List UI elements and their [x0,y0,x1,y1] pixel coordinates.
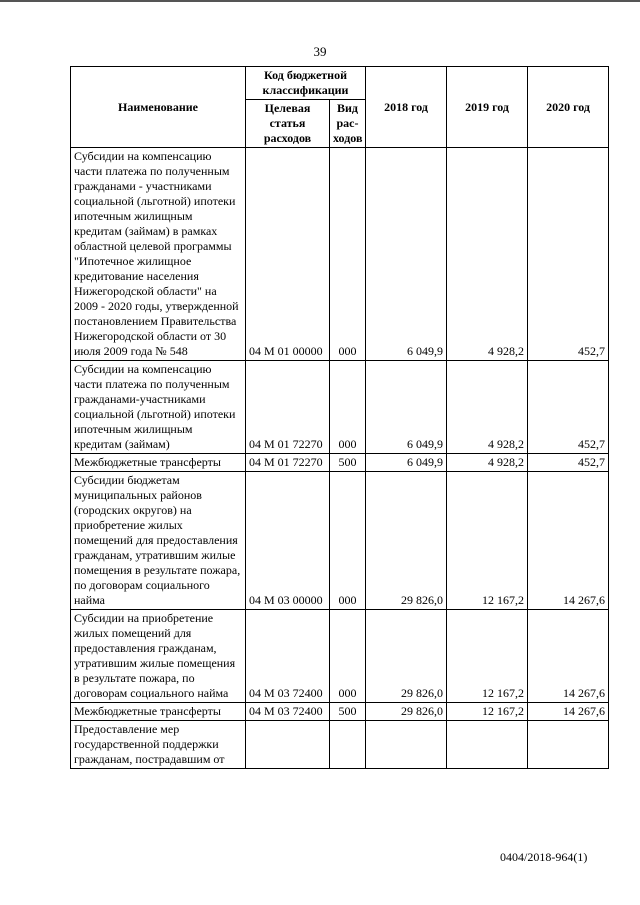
header-target-article: Целевая статья расходов [246,100,330,148]
table-row [71,148,609,361]
row-target-code: 04 М 03 00000 [246,472,330,610]
table-row [71,610,609,703]
header-expense-type: Вид рас-ходов [330,100,366,148]
row-2020: 14 267,6 [528,703,609,721]
row-expense-type: 000 [330,472,366,610]
row-name: Межбюджетные трансферты [71,454,246,472]
row-2018: 29 826,0 [366,472,447,610]
row-2018 [366,721,447,769]
row-expense-type: 000 [330,610,366,703]
header-2019: 2019 год [447,67,528,148]
row-target-code: 04 М 03 72400 [246,610,330,703]
page-number: 39 [313,44,327,59]
row-2018: 6 049,9 [366,361,447,454]
row-expense-type [330,721,366,769]
header-2018: 2018 год [366,67,447,148]
table-row [71,454,609,472]
header-2020: 2020 год [528,67,609,148]
document-code: 0404/2018-964(1) [500,850,588,864]
row-target-code: 04 М 03 72400 [246,703,330,721]
row-name: Предоставление мер государственной поддержки гражданам, пострадавшим от [71,721,246,769]
row-2020: 14 267,6 [528,610,609,703]
row-name: Межбюджетные трансферты [71,703,246,721]
row-2019: 12 167,2 [447,610,528,703]
header-code-group: Код бюджетной классификации [246,67,366,100]
row-name: Субсидии на компенсацию части платежа по полученным гражданами-участниками социальной (льготной) ипотеки ипотечным жилищным кредитам (займам) [71,361,246,454]
row-expense-type: 500 [330,454,366,472]
top-border-line [0,0,640,2]
row-2018: 6 049,9 [366,148,447,361]
row-2019: 4 928,2 [447,454,528,472]
row-2018: 6 049,9 [366,454,447,472]
row-2020: 14 267,6 [528,472,609,610]
row-2020 [528,721,609,769]
row-expense-type: 000 [330,361,366,454]
row-2018: 29 826,0 [366,703,447,721]
row-2020: 452,7 [528,148,609,361]
row-expense-type: 000 [330,148,366,361]
row-name: Субсидии на компенсацию части платежа по полученным гражданами - участниками социальной (льготной) ипотеки ипотечным жилищным кредитам (займам) в рамках областной целевой программы "Ипотечное жилищное кредитование населения Нижегородской области" на 2009 - 2020 годы, утвержденной постановлением Правительства Нижегородской области от 30 июля 2009 года № 548 [71,148,246,361]
table-row [71,721,609,769]
row-name: Субсидии бюджетам муниципальных районов (городских округов) на приобретение жилых помещений для предоставления гражданам, утратившим жилые помещения в результате пожара, по договорам социального найма [71,472,246,610]
row-target-code: 04 М 01 00000 [246,148,330,361]
header-name: Наименование [71,67,246,148]
row-2019: 12 167,2 [447,703,528,721]
table-row [71,361,609,454]
row-2020: 452,7 [528,454,609,472]
row-expense-type: 500 [330,703,366,721]
row-2020: 452,7 [528,361,609,454]
table-row [71,472,609,610]
row-2019: 12 167,2 [447,472,528,610]
row-2018: 29 826,0 [366,610,447,703]
row-target-code [246,721,330,769]
row-2019: 4 928,2 [447,361,528,454]
table-row [71,703,609,721]
row-target-code: 04 М 01 72270 [246,361,330,454]
row-2019: 4 928,2 [447,148,528,361]
row-name: Субсидии на приобретение жилых помещений для предоставления гражданам, утратившим жилые помещения в результате пожара, по договорам социального найма [71,610,246,703]
row-target-code: 04 М 01 72270 [246,454,330,472]
budget-table [70,66,609,769]
row-2019 [447,721,528,769]
